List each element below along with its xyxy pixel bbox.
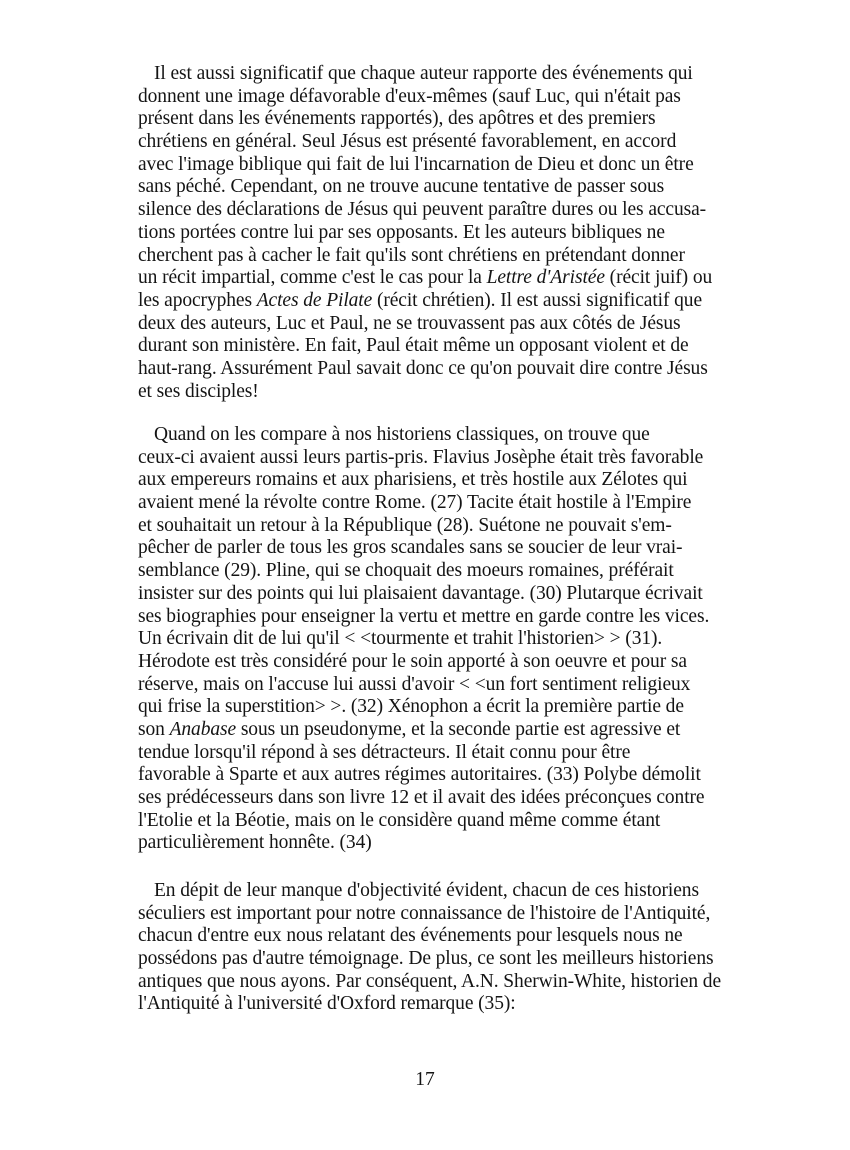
text-line: ses biographies pour enseigner la vertu et mettre en garde contre les vices. (138, 605, 710, 627)
text-line: semblance (29). Pline, qui se choquait des moeurs romaines, préférait (138, 560, 674, 582)
text-line: avaient mené la révolte contre Rome. (27) Tacite était hostile à l'Empire (138, 492, 692, 514)
text-line: réserve, mais on l'accuse lui aussi d'avoir < <un fort sentiment religieux (138, 673, 691, 695)
text-line: les apocryphes Actes de Pilate (récit chrétien). Il est aussi significatif que (138, 289, 702, 311)
text-line: possédons pas d'autre témoignage. De plus, ce sont les meilleurs historiens (138, 948, 714, 970)
text-line: tions portées contre lui par ses opposants. Et les auteurs bibliques ne (138, 221, 665, 243)
text-line: deux des auteurs, Luc et Paul, ne se trouvassent pas aux côtés de Jésus (138, 312, 681, 334)
paragraph-2 (138, 424, 738, 855)
text-line: pêcher de parler de tous les gros scandales sans se soucier de leur vrai- (138, 537, 683, 559)
text-line: particulièrement honnête. (34) (138, 832, 372, 854)
paragraph-3 (138, 880, 738, 1016)
text-line: haut-rang. Assurément Paul savait donc ce qu'on pouvait dire contre Jésus (138, 357, 708, 379)
text-line: avec l'image biblique qui fait de lui l'incarnation de Dieu et donc un être (138, 153, 694, 175)
text-line: chacun d'entre eux nous relatant des événements pour lesquels nous ne (138, 925, 683, 947)
text-line: antiques que nous ayons. Par conséquent, A.N. Sherwin-White, historien de (138, 970, 722, 992)
text-line: chrétiens en général. Seul Jésus est présenté favorablement, en accord (138, 131, 677, 153)
text-line: et ses disciples! (138, 380, 259, 402)
text-line: Il est aussi significatif que chaque auteur rapporte des événements qui (154, 63, 693, 84)
text-line: l'Etolie et la Béotie, mais on le considère quand même comme étant (138, 809, 661, 831)
text-line: donnent une image défavorable d'eux-mêmes (sauf Luc, qui n'était pas (138, 85, 681, 107)
text-line: qui frise la superstition> >. (32) Xénophon a écrit la première partie de (138, 696, 684, 718)
text-line: Quand on les compare à nos historiens classiques, on trouve que (154, 424, 650, 445)
text-line: séculiers est important pour notre connaissance de l'histoire de l'Antiquité, (138, 902, 711, 924)
page-number: 17 (415, 1069, 435, 1090)
text-line: insister sur des points qui lui plaisaient davantage. (30) Plutarque écrivait (138, 582, 703, 604)
text-line: tendue lorsqu'il répond à ses détracteurs. Il était connu pour être (138, 741, 631, 763)
text-line: aux empereurs romains et aux pharisiens, et très hostile aux Zélotes qui (138, 469, 688, 491)
text-line: sans péché. Cependant, on ne trouve aucune tentative de passer sous (138, 176, 665, 198)
text-line: ses prédécesseurs dans son livre 12 et il avait des idées préconçues contre (138, 787, 705, 808)
text-line: silence des déclarations de Jésus qui peuvent paraître dures ou les accusa- (138, 199, 707, 221)
text-line: cherchent pas à cacher le fait qu'ils sont chrétiens en prétendant donner (138, 244, 685, 266)
text-line: son Anabase sous un pseudonyme, et la seconde partie est agressive et (138, 718, 681, 740)
text-line: Un écrivain dit de lui qu'il < <tourmente et trahit l'historien> > (31). (138, 628, 663, 650)
text-line: l'Antiquité à l'université d'Oxford remarque (35): (138, 993, 516, 1015)
text-line: durant son ministère. En fait, Paul était même un opposant violent et de (138, 335, 689, 357)
text-line: un récit impartial, comme c'est le cas pour la Lettre d'Aristée (récit juif) ou (138, 267, 713, 289)
text-line: et souhaitait un retour à la République (28). Suétone ne pouvait s'em- (138, 514, 672, 536)
paragraph-1 (138, 63, 738, 403)
text-line: Hérodote est très considéré pour le soin apporté à son oeuvre et pour sa (138, 650, 687, 672)
text-line: favorable à Sparte et aux autres régimes autoritaires. (33) Polybe démolit (138, 764, 701, 786)
text-line: présent dans les événements rapportés), des apôtres et des premiers (138, 108, 656, 130)
text-line: En dépit de leur manque d'objectivité évident, chacun de ces historiens (154, 880, 699, 901)
text-line: ceux-ci avaient aussi leurs partis-pris. Flavius Josèphe était très favorable (138, 446, 704, 468)
